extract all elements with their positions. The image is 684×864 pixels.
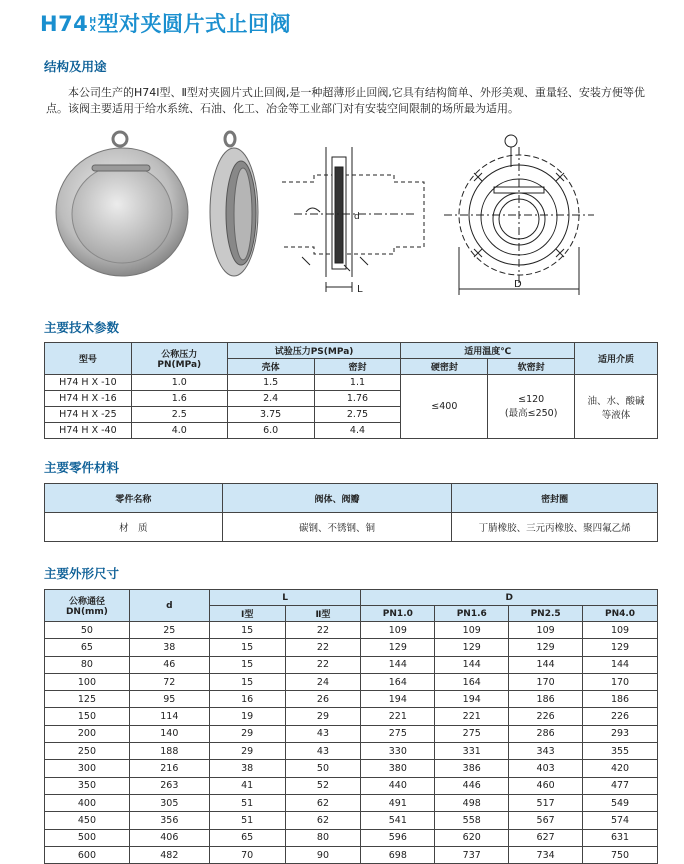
- table-row: [45, 760, 658, 777]
- table-cell: 38: [209, 760, 285, 777]
- table-cell: 65: [45, 639, 130, 656]
- th-pn40: PN4.0: [583, 606, 658, 622]
- soft-seal-temp: ≤120 (最高≤250): [488, 375, 575, 439]
- table-cell: 491: [361, 794, 435, 811]
- dim-label-L: L: [357, 284, 363, 295]
- page-title: H74 H X 型对夹圆片式止回阀: [40, 12, 292, 36]
- table-cell: 70: [209, 846, 285, 863]
- table-cell: 221: [361, 708, 435, 725]
- table-cell: 114: [129, 708, 209, 725]
- th-type2: Ⅱ型: [285, 606, 361, 622]
- table-cell: 144: [435, 656, 509, 673]
- table-row: H74 H X -10 1.0 1.5 1.1 ≤400 ≤120 (最高≤250) 油、水、酸碱 等液体: [45, 375, 658, 391]
- table-cell: 144: [361, 656, 435, 673]
- table-cell: 300: [45, 760, 130, 777]
- table-cell: 72: [129, 673, 209, 690]
- table-row: H74 H X -40 4.0 6.0 4.4: [45, 423, 658, 439]
- valve-front-drawing: [444, 135, 594, 295]
- valve-illustrations: [44, 127, 658, 307]
- section-heading-materials: 主要零件材料: [44, 460, 120, 475]
- th-part-name: 零件名称: [45, 484, 223, 513]
- table-cell: 343: [509, 743, 583, 760]
- th-d: d: [129, 590, 209, 622]
- table-cell: 144: [583, 656, 658, 673]
- th-soft-seal: 软密封: [488, 359, 575, 375]
- table-cell: 216: [129, 760, 209, 777]
- th-test-pressure: 试验压力PS(MPa): [227, 343, 401, 359]
- table-cell: 226: [509, 708, 583, 725]
- table-cell: 420: [583, 760, 658, 777]
- table-cell: 51: [209, 812, 285, 829]
- table-cell: 24: [285, 673, 361, 690]
- table-cell: 109: [361, 622, 435, 639]
- table-cell: 22: [285, 622, 361, 639]
- dim-label-D: D: [514, 279, 522, 290]
- table-cell: 286: [509, 725, 583, 742]
- table-row: [45, 725, 658, 742]
- table-cell: 109: [509, 622, 583, 639]
- table-cell: 100: [45, 673, 130, 690]
- table-cell: 275: [361, 725, 435, 742]
- th-pn25: PN2.5: [509, 606, 583, 622]
- table-cell: 574: [583, 812, 658, 829]
- table-cell: 263: [129, 777, 209, 794]
- table-cell: 517: [509, 794, 583, 811]
- section-heading-structure: 结构及用途: [44, 59, 107, 74]
- table-row: [45, 639, 658, 656]
- hard-seal-temp: ≤400: [401, 375, 488, 439]
- table-row: [45, 846, 658, 863]
- title-superscript: H X: [89, 16, 97, 33]
- th-pn10: PN1.0: [361, 606, 435, 622]
- th-temperature: 适用温度℃: [401, 343, 575, 359]
- th-hard-seal: 硬密封: [401, 359, 488, 375]
- table-cell: 226: [583, 708, 658, 725]
- table-row: [45, 829, 658, 846]
- table-row: [45, 673, 658, 690]
- table-cell: 194: [435, 691, 509, 708]
- medium-cell: 油、水、酸碱 等液体: [575, 375, 658, 439]
- th-seal: 密封: [314, 359, 401, 375]
- tech-params-table: [44, 342, 658, 439]
- table-cell: 80: [45, 656, 130, 673]
- table-row: [45, 656, 658, 673]
- table-cell: 498: [435, 794, 509, 811]
- table-cell: 567: [509, 812, 583, 829]
- table-row: [45, 777, 658, 794]
- table-cell: 150: [45, 708, 130, 725]
- table-cell: 350: [45, 777, 130, 794]
- table-cell: 293: [583, 725, 658, 742]
- table-cell: 41: [209, 777, 285, 794]
- table-cell: 52: [285, 777, 361, 794]
- th-pn: 公称压力 PN(MPa): [131, 343, 227, 375]
- table-cell: 65: [209, 829, 285, 846]
- table-cell: 29: [285, 708, 361, 725]
- table-cell: 15: [209, 639, 285, 656]
- table-cell: 15: [209, 622, 285, 639]
- table-cell: 15: [209, 656, 285, 673]
- section-heading-dims: 主要外形尺寸: [44, 566, 120, 581]
- table-cell: 170: [509, 673, 583, 690]
- table-cell: 29: [209, 743, 285, 760]
- th-L: L: [209, 590, 361, 606]
- table-row: [45, 743, 658, 760]
- table-cell: 400: [45, 794, 130, 811]
- table-cell: 22: [285, 656, 361, 673]
- table-cell: 186: [583, 691, 658, 708]
- table-cell: 50: [45, 622, 130, 639]
- table-cell: 446: [435, 777, 509, 794]
- table-cell: 355: [583, 743, 658, 760]
- table-row: [45, 622, 658, 639]
- table-cell: 25: [129, 622, 209, 639]
- table-cell: 627: [509, 829, 583, 846]
- table-cell: 221: [435, 708, 509, 725]
- th-medium: 适用介质: [575, 343, 658, 375]
- table-cell: 440: [361, 777, 435, 794]
- th-pn16: PN1.6: [435, 606, 509, 622]
- table-cell: 62: [285, 812, 361, 829]
- table-cell: 482: [129, 846, 209, 863]
- th-dn: 公称通径 DN(mm): [45, 590, 130, 622]
- th-shell: 壳体: [227, 359, 314, 375]
- table-cell: 250: [45, 743, 130, 760]
- table-row: [45, 691, 658, 708]
- table-cell: 164: [361, 673, 435, 690]
- intro-paragraph: 本公司生产的H74Ⅰ型、Ⅱ型对夹圆片式止回阀,是一种超薄形止回阀,它具有结构简单、外形美观、重量轻、安装方便等优点。该阀主要适用于给水系统、石油、化工、冶金等工业部门对有安装空间限制的场所最为适用。: [46, 86, 645, 115]
- th-D: D: [361, 590, 658, 606]
- table-cell: 403: [509, 760, 583, 777]
- table-cell: 734: [509, 846, 583, 863]
- table-cell: 95: [129, 691, 209, 708]
- materials-table: [44, 483, 658, 542]
- table-cell: 600: [45, 846, 130, 863]
- table-cell: 129: [509, 639, 583, 656]
- table-cell: 109: [435, 622, 509, 639]
- table-cell: 750: [583, 846, 658, 863]
- dim-label-d: d: [354, 212, 360, 222]
- table-row: H74 H X -25 2.5 3.75 2.75: [45, 407, 658, 423]
- table-cell: 460: [509, 777, 583, 794]
- table-cell: 305: [129, 794, 209, 811]
- table-cell: 386: [435, 760, 509, 777]
- table-cell: 698: [361, 846, 435, 863]
- table-cell: 331: [435, 743, 509, 760]
- table-cell: 50: [285, 760, 361, 777]
- table-cell: 62: [285, 794, 361, 811]
- table-cell: 406: [129, 829, 209, 846]
- table-cell: 46: [129, 656, 209, 673]
- dimensions-table-body: [45, 622, 658, 864]
- valve-front-photo: [56, 132, 188, 276]
- table-row: [45, 812, 658, 829]
- table-cell: 129: [361, 639, 435, 656]
- table-cell: 26: [285, 691, 361, 708]
- table-cell: 90: [285, 846, 361, 863]
- table-cell: 80: [285, 829, 361, 846]
- table-cell: 620: [435, 829, 509, 846]
- table-cell: 22: [285, 639, 361, 656]
- table-cell: 38: [129, 639, 209, 656]
- th-type1: Ⅰ型: [209, 606, 285, 622]
- table-cell: 275: [435, 725, 509, 742]
- section-heading-tech: 主要技术参数: [44, 320, 120, 335]
- table-cell: 737: [435, 846, 509, 863]
- table-cell: 125: [45, 691, 130, 708]
- table-cell: 129: [583, 639, 658, 656]
- table-cell: 477: [583, 777, 658, 794]
- valve-side-photo: [210, 132, 258, 276]
- table-cell: 194: [361, 691, 435, 708]
- table-row: H74 H X -16 1.6 2.4 1.76: [45, 391, 658, 407]
- table-cell: 596: [361, 829, 435, 846]
- table-cell: 164: [435, 673, 509, 690]
- dimensions-table: [44, 589, 658, 864]
- table-cell: 500: [45, 829, 130, 846]
- table-cell: 109: [583, 622, 658, 639]
- table-cell: 51: [209, 794, 285, 811]
- valve-section-drawing: [282, 147, 424, 295]
- th-body-disc: 阀体、阀瓣: [222, 484, 452, 513]
- table-cell: 170: [583, 673, 658, 690]
- table-cell: 541: [361, 812, 435, 829]
- table-cell: 144: [509, 656, 583, 673]
- table-cell: 356: [129, 812, 209, 829]
- table-cell: 43: [285, 725, 361, 742]
- table-cell: 186: [509, 691, 583, 708]
- table-cell: 16: [209, 691, 285, 708]
- table-cell: 330: [361, 743, 435, 760]
- th-seal-ring: 密封圈: [452, 484, 658, 513]
- table-row: [45, 794, 658, 811]
- table-cell: 549: [583, 794, 658, 811]
- table-row: [45, 708, 658, 725]
- table-cell: 19: [209, 708, 285, 725]
- table-cell: 380: [361, 760, 435, 777]
- table-cell: 15: [209, 673, 285, 690]
- table-row: 材 质 碳钢、不锈钢、铜 丁腈橡胶、三元丙橡胶、聚四氟乙烯: [45, 513, 658, 542]
- table-cell: 129: [435, 639, 509, 656]
- table-cell: 188: [129, 743, 209, 760]
- table-cell: 450: [45, 812, 130, 829]
- table-cell: 558: [435, 812, 509, 829]
- table-cell: 200: [45, 725, 130, 742]
- th-model: 型号: [45, 343, 132, 375]
- table-cell: 140: [129, 725, 209, 742]
- table-cell: 29: [209, 725, 285, 742]
- table-cell: 43: [285, 743, 361, 760]
- table-cell: 631: [583, 829, 658, 846]
